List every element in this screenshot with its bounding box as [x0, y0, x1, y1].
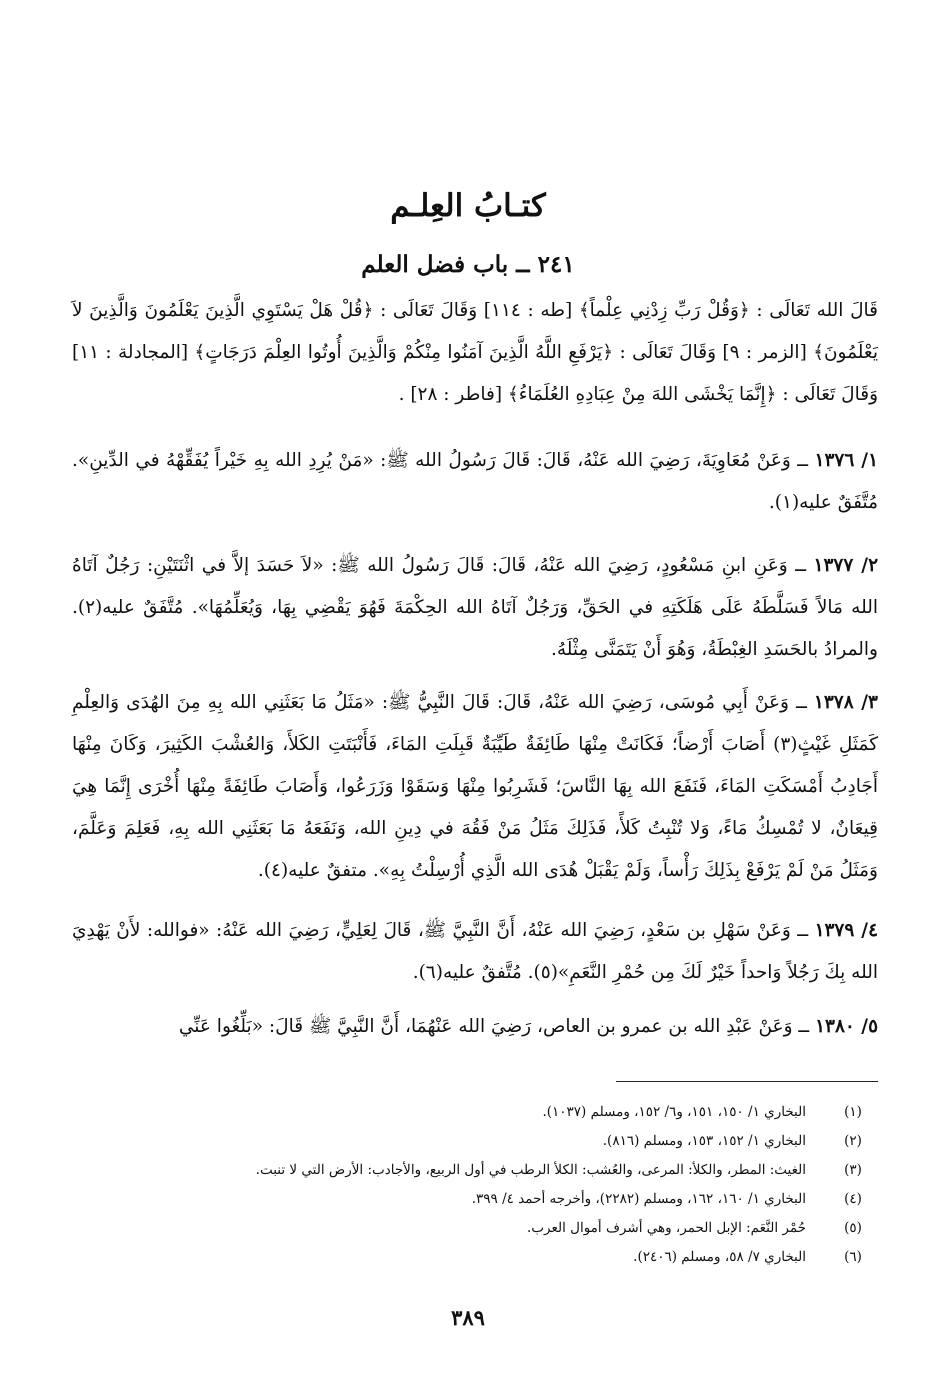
- footnote-item: [72, 1126, 878, 1155]
- footnote-text: البخاري ٧/ ٥٨، ومسلم (٢٤٠٦).: [633, 1248, 806, 1265]
- hadith-number: ٣/ ١٣٧٨: [813, 692, 878, 713]
- footnote-text: البخاري ١/ ١٥٢، ١٥٣، ومسلم (٨١٦).: [602, 1132, 806, 1149]
- hadith-text: ــ وَعَنْ أَبِي مُوسَى، رَضِيَ الله عَنْهُ، قَالَ: قَالَ النَّبِيُّ ﷺ: «مَثَلُ مَا بَعَثَنِي الله بِهِ مِنَ الهُدَى وَالعِلْمِ كَمَثَلِ غَيْثٍ(٣) أَصَابَ أَرْضاً؛ فَكَانَتْ مِنْهَا طَائِفَةٌ طَيِّبَةٌ قَبِلَتِ المَاءَ، فَأَنْبَتَتِ الكَلأَ، وَالعُشْبَ الكَثِيرَ، وَكَانَ مِنْهَا أَجَادِبُ أَمْسَكَتِ المَاءَ، فَنَفَعَ الله بِهَا النَّاسَ؛ فَشَرِبُوا مِنْهَا وَسَقَوْا وَزَرَعُوا، وَأَصَابَ طَائِفَةً مِنْهَا أُخْرَى إِنَّمَا هِيَ قِيعَانٌ، لا تُمْسِكُ مَاءً، وَلا تُنْبِتُ كَلأً، فَذَلِكَ مَثَلُ مَنْ فَقُهَ في دِينِ الله، وَنَفَعَهُ مَا بَعَثَنِي الله بِهِ، فَعَلِمَ وَعَلَّمَ، وَمَثَلُ مَنْ لَمْ يَرْفَعْ بِذَلِكَ رَأْساً، وَلَمْ يَقْبَلْ هُدَى الله الَّذِي أُرْسِلْتُ بِهِ». متفقٌ عليه(٤).: [72, 692, 878, 881]
- hadith-text: ــ وَعَنْ عَبْدِ الله بن عمرو بن العاص، رَضِيَ الله عَنْهُمَا، أَنَّ النَّبِيَّ ﷺ قَالَ: «بَلِّغُوا عَنِّي: [178, 1016, 810, 1037]
- hadith-1376: [72, 440, 878, 524]
- book-title: كتـابُ العِلـم: [390, 188, 546, 224]
- hadith-1378: [72, 682, 878, 892]
- hadith-1377: [72, 545, 878, 671]
- hadith-1379: [72, 910, 878, 994]
- footnote-text: الغيث: المطر، والكلأ: المرعى، والعُشب: الكلأ الرطب في أول الربيع، والأجادب: الأرض التي لا تنبت.: [255, 1161, 806, 1178]
- hadith-text: ــ وَعَنْ مُعَاوِيَةَ، رَضِيَ الله عَنْهُ، قَالَ: قَالَ رَسُولُ الله ﷺ: «مَنْ يُرِدِ الله بِهِ خَيْراً يُفَقِّهْهُ في الدِّينِ». مُتَّفَقٌ عليه(١).: [72, 450, 878, 513]
- footnote-item: [72, 1155, 878, 1184]
- footnote-item: [72, 1184, 878, 1213]
- footnote-number: (٣): [844, 1161, 862, 1178]
- hadith-1380: [72, 1006, 878, 1048]
- hadith-number: ٥/ ١٣٨٠: [815, 1016, 878, 1037]
- hadith-number: ١/ ١٣٧٦: [814, 450, 878, 471]
- footnote-number: (١): [844, 1103, 862, 1120]
- footnote-number: (٦): [844, 1248, 862, 1265]
- footnote-number: (٥): [844, 1219, 862, 1236]
- hadith-number: ٢/ ١٣٧٧: [813, 555, 878, 576]
- footnote-number: (٤): [844, 1190, 862, 1207]
- intro-verses: قَالَ الله تَعَالَى : ﴿وَقُلْ رَبِّ زِدْنِي عِلْماً﴾ [طه : ١١٤] وَقَالَ تَعَالَى : ﴿قُلْ هَلْ يَسْتَوِي الَّذِينَ يَعْلَمُونَ وَالَّذِينَ لاَ يَعْلَمُونَ﴾ [الزمر : ٩] وَقَالَ تَعَالَى : ﴿يَرْفَعِ اللَّهُ الَّذِينَ آمَنُوا مِنْكُمْ وَالَّذِينَ أُوتُوا العِلْمَ دَرَجَاتٍ﴾ [المجادلة : ١١] وَقَالَ تَعَالَى : ﴿إِنَّمَا يَخْشَى اللهَ مِنْ عِبَادِهِ العُلَمَاءُ﴾ [فاطر : ٢٨] .: [72, 300, 879, 405]
- chapter-title: ٢٤١ ــ باب فضل العلم: [361, 251, 575, 278]
- footnote-item: [72, 1242, 878, 1271]
- hadith-number: ٤/ ١٣٧٩: [814, 920, 878, 941]
- hadith-text: ــ وَعَنِ ابنِ مَسْعُودٍ، رَضِيَ الله عَنْهُ، قَالَ: قَالَ رَسُولُ الله ﷺ: «لاَ حَسَدَ إلاَّ في اثْنَتَيْنِ: رَجُلٌ آتَاهُ الله مَالاً فَسَلَّطَهُ عَلَى هَلَكَتِهِ في الحَقِّ، وَرَجُلٌ آتَاهُ الله الحِكْمَةَ فَهُوَ يَقْضِي بِهَا، وَيُعَلِّمُهَا». مُتَّفَقٌ عليه(٢). والمرادُ بالحَسَدِ الغِبْطَةُ، وَهُوَ أَنْ يَتَمَنَّى مِثْلَهُ.: [72, 555, 878, 660]
- page-number: ٣٨٩: [451, 1305, 485, 1330]
- footnotes: [72, 1097, 878, 1271]
- footnote-text: حُمْر النَّعَم: الإبل الحمر، وهي أشرف أموال العرب.: [527, 1219, 806, 1236]
- footnote-item: [72, 1213, 878, 1242]
- footnote-text: البخاري ١/ ١٥٠، ١٥١، و٦/ ١٥٢، ومسلم (١٠٣٧).: [542, 1103, 806, 1120]
- footnote-separator: [616, 1081, 878, 1082]
- footnote-item: [72, 1097, 878, 1126]
- footnote-number: (٢): [844, 1132, 862, 1149]
- hadith-text: ــ وَعَنْ سَهْلِ بن سَعْدٍ، رَضِيَ الله عَنْهُ، أَنَّ النَّبِيَّ ﷺ، قَالَ لِعَلِيٍّ، رَضِيَ الله عَنْهُ: «فوالله: لأَنْ يَهْدِيَ الله بِكَ رَجُلاً وَاحداً خَيْرٌ لَكَ مِن حُمْرِ النَّعَمِ»(٥). مُتَّفقٌ عليه(٦).: [72, 920, 878, 983]
- footnote-text: البخاري ١/ ١٦٠، ١٦٢، ومسلم (٢٢٨٢)، وأخرجه أحمد ٤/ ٣٩٩.: [471, 1190, 806, 1207]
